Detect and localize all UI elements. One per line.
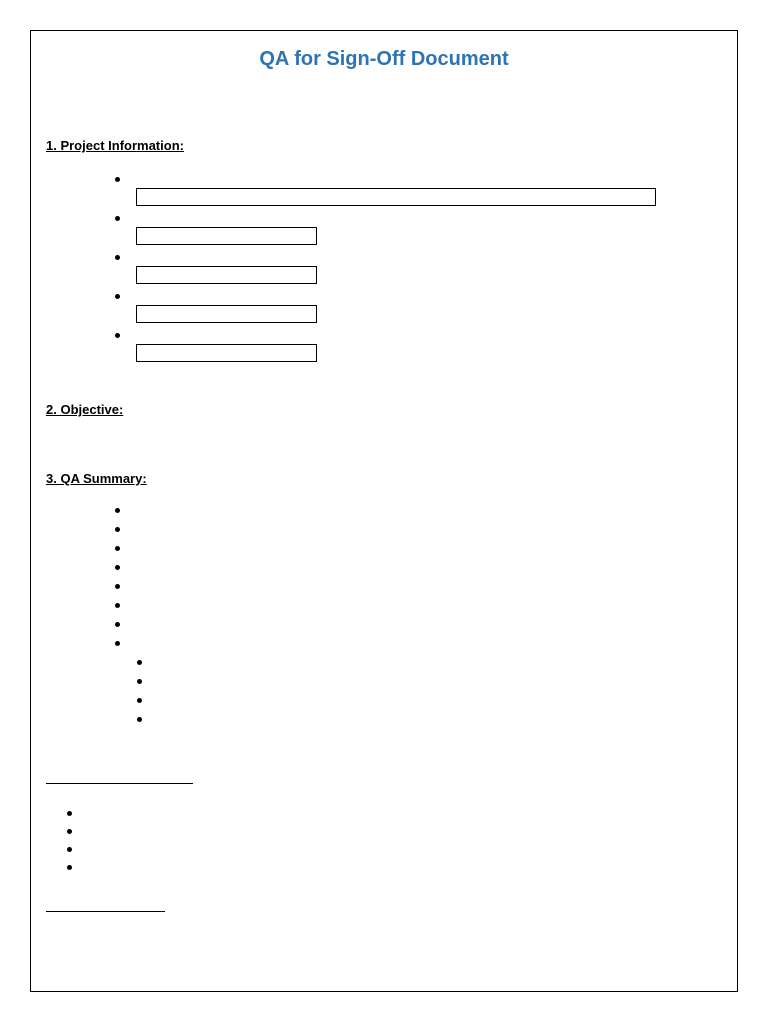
list-bullet (67, 811, 72, 816)
section-underline-rule (46, 911, 165, 912)
section-underline-rule (46, 783, 193, 784)
list-bullet (115, 565, 120, 570)
list-bullet (115, 546, 120, 551)
list-bullet (115, 216, 120, 221)
project-info-field-2[interactable] (136, 227, 317, 245)
list-bullet (115, 333, 120, 338)
list-bullet (115, 255, 120, 260)
list-bullet (115, 603, 120, 608)
sub-list-bullet (137, 660, 142, 665)
project-info-field-4[interactable] (136, 305, 317, 323)
sub-list-bullet (137, 698, 142, 703)
section-heading-objective: 2. Objective: (46, 402, 124, 417)
project-info-field-5[interactable] (136, 344, 317, 362)
list-bullet (115, 622, 120, 627)
list-bullet (67, 847, 72, 852)
section-heading-project-information: 1. Project Information: (46, 138, 184, 153)
list-bullet (115, 584, 120, 589)
list-bullet (115, 641, 120, 646)
list-bullet (115, 527, 120, 532)
list-bullet (67, 829, 72, 834)
document-page (30, 30, 738, 992)
list-bullet (115, 508, 120, 513)
list-bullet (67, 865, 72, 870)
project-info-field-1[interactable] (136, 188, 656, 206)
sub-list-bullet (137, 717, 142, 722)
project-info-field-3[interactable] (136, 266, 317, 284)
list-bullet (115, 294, 120, 299)
sub-list-bullet (137, 679, 142, 684)
list-bullet (115, 177, 120, 182)
document-title: QA for Sign-Off Document (259, 48, 509, 70)
section-heading-qa-summary: 3. QA Summary: (46, 471, 147, 486)
